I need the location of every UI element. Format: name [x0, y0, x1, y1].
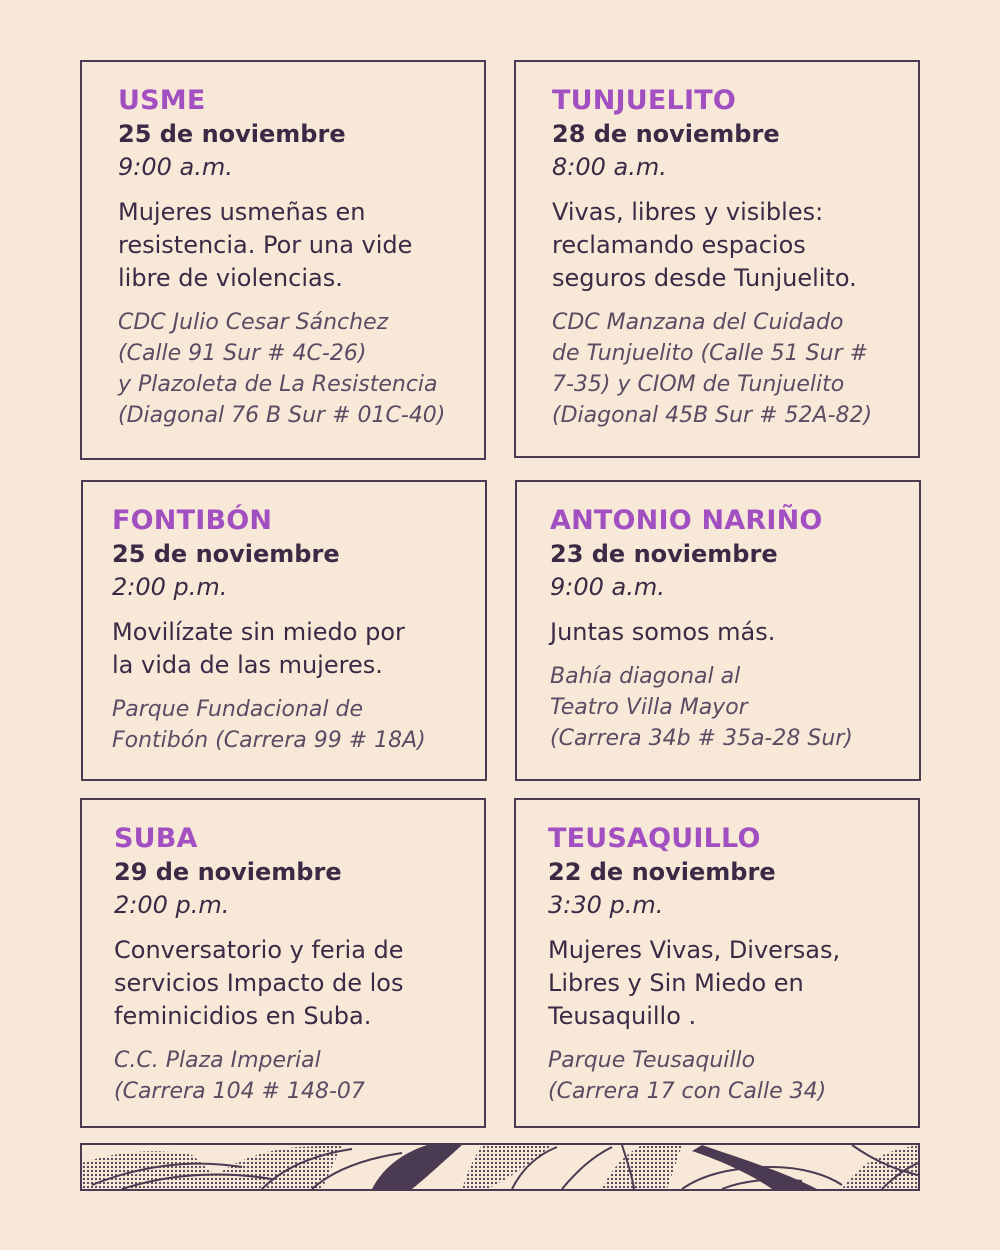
- event-title: [552, 196, 884, 295]
- event-time: 2:00 p.m.: [114, 891, 230, 919]
- event-place: [552, 307, 884, 431]
- event-place: [112, 694, 451, 756]
- title-line: resistencia. Por una vide: [118, 231, 413, 259]
- place-line: (Diagonal 76 B Sur # 01C-40): [118, 403, 446, 428]
- event-title: [550, 616, 885, 649]
- district-name: ANTONIO NARIÑO: [550, 505, 823, 536]
- event-date: 29 de noviembre: [114, 858, 342, 886]
- place-line: (Carrera 34b # 35a-28 Sur): [550, 726, 853, 751]
- event-title: [548, 934, 884, 1033]
- place-line: y Plazoleta de La Resistencia: [118, 372, 438, 397]
- event-date: 28 de noviembre: [552, 120, 780, 148]
- place-line: (Diagonal 45B Sur # 52A-82): [552, 403, 873, 428]
- event-date: 23 de noviembre: [550, 540, 778, 568]
- district-name: USME: [118, 85, 206, 116]
- place-line: CDC Manzana del Cuidado: [552, 310, 844, 335]
- event-card-usme: [80, 60, 486, 460]
- title-line: Vivas, libres y visibles:: [552, 198, 824, 226]
- title-line: Conversatorio y feria de: [114, 936, 404, 964]
- title-line: Movilízate sin miedo por: [112, 618, 405, 646]
- leaf-pattern-icon: [82, 1145, 918, 1189]
- event-card-tunjuelito: [514, 60, 920, 458]
- title-line: Libres y Sin Miedo en: [548, 969, 804, 997]
- event-time: 9:00 a.m.: [550, 573, 665, 601]
- title-line: la vida de las mujeres.: [112, 651, 383, 679]
- place-line: de Tunjuelito (Calle 51 Sur #: [552, 341, 869, 366]
- event-place: [114, 1045, 450, 1107]
- event-title: [118, 196, 450, 295]
- place-line: Parque Teusaquillo: [548, 1048, 756, 1073]
- title-line: Juntas somos más.: [550, 618, 776, 646]
- place-line: (Carrera 17 con Calle 34): [548, 1079, 827, 1104]
- title-line: seguros desde Tunjuelito.: [552, 264, 857, 292]
- title-line: reclamando espacios: [552, 231, 806, 259]
- title-line: servicios Impacto de los: [114, 969, 404, 997]
- event-card-antonio-narino: [515, 480, 921, 781]
- place-line: Teatro Villa Mayor: [550, 695, 748, 720]
- event-date: 22 de noviembre: [548, 858, 776, 886]
- place-line: Bahía diagonal al: [550, 664, 741, 689]
- district-name: FONTIBÓN: [112, 505, 273, 536]
- district-name: SUBA: [114, 823, 198, 854]
- event-place: [548, 1045, 884, 1107]
- event-time: 3:30 p.m.: [548, 891, 664, 919]
- event-date: 25 de noviembre: [112, 540, 340, 568]
- event-time: 2:00 p.m.: [112, 573, 228, 601]
- event-date: 25 de noviembre: [118, 120, 346, 148]
- event-title: [112, 616, 451, 682]
- title-line: Teusaquillo .: [548, 1002, 697, 1030]
- event-card-suba: [80, 798, 486, 1128]
- title-line: libre de violencias.: [118, 264, 343, 292]
- title-line: Mujeres Vivas, Diversas,: [548, 936, 841, 964]
- place-line: Fontibón (Carrera 99 # 18A): [112, 728, 426, 753]
- place-line: (Carrera 104 # 148-07: [114, 1079, 365, 1104]
- event-card-teusaquillo: [514, 798, 920, 1128]
- place-line: Parque Fundacional de: [112, 697, 364, 722]
- district-name: TEUSAQUILLO: [548, 823, 761, 854]
- decorative-leaf-banner: [80, 1143, 920, 1191]
- event-time: 8:00 a.m.: [552, 153, 667, 181]
- event-place: [550, 661, 885, 754]
- event-place: [118, 307, 450, 431]
- event-card-fontibon: [81, 480, 487, 781]
- event-time: 9:00 a.m.: [118, 153, 233, 181]
- place-line: (Calle 91 Sur # 4C-26): [118, 341, 367, 366]
- title-line: Mujeres usmeñas en: [118, 198, 366, 226]
- place-line: C.C. Plaza Imperial: [114, 1048, 321, 1073]
- place-line: 7-35) y CIOM de Tunjuelito: [552, 372, 845, 397]
- event-title: [114, 934, 450, 1033]
- place-line: CDC Julio Cesar Sánchez: [118, 310, 389, 335]
- title-line: feminicidios en Suba.: [114, 1002, 372, 1030]
- district-name: TUNJUELITO: [552, 85, 736, 116]
